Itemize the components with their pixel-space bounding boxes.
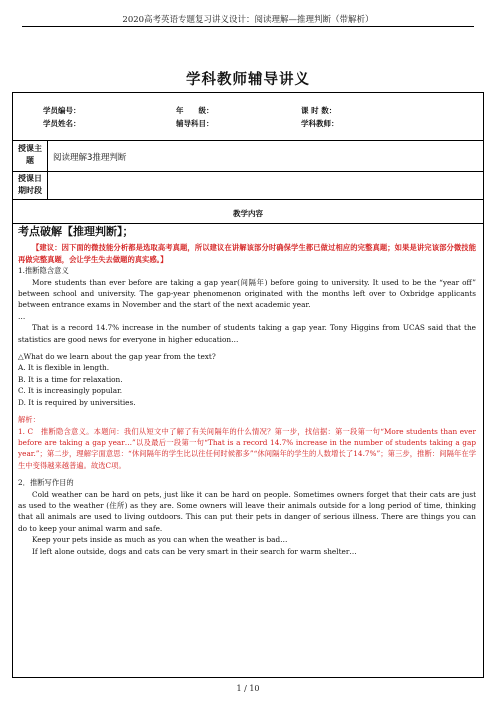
page-number: 1 / 10 [236, 684, 260, 693]
header-rule [22, 26, 474, 27]
content-heading: 考点破解【推理判断】； [18, 225, 134, 238]
row-divider [13, 171, 483, 172]
row-divider [13, 199, 483, 200]
section1-title: 1.推断隐含意义 [18, 266, 69, 276]
topic-label: 授课主题 [18, 144, 42, 165]
row-divider [13, 223, 483, 224]
option-a: A. It is flexible in length. [18, 363, 110, 373]
section-title: 教学内容 [233, 209, 263, 218]
analysis-label: 解析： [18, 415, 40, 425]
passage1-paragraph: More students than ever before are taking a gap year(间隔年) before going to university. It used to be the “year off” between school and university. The gap-year phenomenon originated with the months left over to Oxbridge applicants between entrance exams in November and the start of the next academic year. [18, 277, 476, 310]
date-label: 授课日期时段 [18, 174, 42, 195]
grade-label: 年 级： [176, 106, 214, 115]
doc-title: 学科教师辅导讲义 [186, 72, 310, 88]
passage2-paragraph: Keep your pets inside as much as you can when the weather is bad… [32, 535, 288, 545]
lesson-content [18, 226, 476, 557]
student-name-label: 学员姓名： [43, 119, 81, 128]
subject-label: 辅导科目： [176, 119, 214, 128]
ellipsis: … [18, 311, 26, 321]
passage2-paragraph: Cold weather can be hard on pets, just like it can be hard on people. Sometimes owners forget that their cats are just as used to the weather (住所) as they are. Some owners will leave their animals outside for a long period of time, thinking that all animals are used to living outdoors. This can put their pets in danger of serious illness. There are things you can do to keep your animal warm and safe. [18, 489, 476, 533]
suggestion-note: 【建议：因下面的微技能分析都是选取高考真题，所以建议在讲解该部分时确保学生都已做过相应的完整真题；如果是讲完该部分微技能再做完整真题，会让学生失去做题的真实感。】 [18, 243, 476, 264]
row-divider [13, 140, 483, 141]
student-id-label: 学员编号： [43, 106, 81, 115]
hours-label: 课 时 数： [301, 106, 337, 115]
passage1-paragraph: That is a record 14.7% increase in the number of students taking a gap year. Tony Higgins from UCAS said that the statistics are good news for everyone in higher education… [18, 323, 476, 344]
option-d: D. It is required by universities. [18, 397, 136, 407]
option-b: B. It is a time for relaxation. [18, 374, 123, 384]
column-divider [47, 140, 48, 199]
passage2-paragraph: If left alone outside, dogs and cats can be very smart in their search for warm shelter… [32, 546, 357, 556]
analysis-text: 1. C 推断隐含意义。本题问：我们从短文中了解了有关间隔年的什么情况？第一步，找信据：第一段第一句“More students than ever before are taking a gap year…”以及最后一段第一句“That is a record 14.7% increase in the number of students taking a gap year.”；第二步，理解字面意思：“休间隔年的学生比以往任何时候都多”“休间隔年的学生的人数增长了14.7%”；第三步，推断：间隔年在学生中变得越来越普遍。故选C项。 [18, 426, 476, 470]
page-header: 2020高考英语专题复习讲义设计：阅读理解—推理判断（带解析） [122, 15, 374, 25]
question: △What do we learn about the gap year from the text? [18, 352, 216, 362]
option-c: C. It is increasingly popular. [18, 386, 123, 396]
topic-value: 阅读理解3推理判断 [53, 153, 127, 163]
section2-title: 2．推断写作目的 [18, 478, 74, 488]
teacher-label: 学科教师： [301, 119, 339, 128]
